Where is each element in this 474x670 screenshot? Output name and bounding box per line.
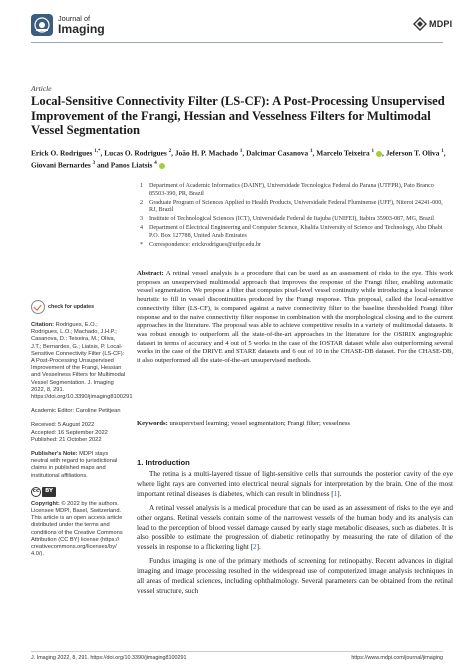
left-sidebar [31,300,133,565]
author-affiliation-mark: 1 [441,149,444,154]
body-paragraph: A retinal vessel analysis is a medical procedure that can be used as an assessment of risks to the eye and other organs. Retinal vessels contain some of the narrowest vessels of the human body and its analysis can lead to the perception of blood vessel damage caused by early stage metabolic diseases, such as diabetes. It is also possible to estimate the progression of diabetic retinopathy by measuring the rate of dilation of the vessels in response to a flickering light [2]. [137,503,453,552]
citation-block [31,322,133,401]
affiliation-item [140,216,450,224]
affiliation-text: Institute of Technological Sciences (ICT), Universidade Federal de Itajuba (UNIFEI), Itabira 35903-087, MG, Brazil [149,216,434,223]
mdpi-logo-text: MDPI [429,19,453,29]
editor-label: Academic Editor: [31,408,74,415]
copyright-label: Copyright: [31,500,60,507]
published-date: Published: 21 October 2022 [31,436,102,443]
author-name: João H. P. Machado [174,148,240,158]
affiliation-text: Department of Academic Informatics (DAINF), Universidade Tecnologica Federal do Parana (UTFPR), Pato Branco 85503-390, PR, Brazil [149,183,434,197]
author-affiliation-mark: 4 [154,160,157,166]
footer-divider [31,651,443,652]
author-name: Giovani Bernardes [31,160,93,170]
affiliation-item [140,200,450,215]
author-affiliation-mark: 1 [310,149,313,154]
affiliation-item [140,242,450,250]
journal-of-label: Journal of [58,14,91,23]
abstract-label: Abstract: [137,270,164,277]
article-type: Article [31,84,52,93]
author-affiliation-mark: 1 [371,149,374,154]
affiliations [140,183,450,251]
affiliation-number: 1 [140,183,144,189]
affiliation-number: 4 [140,225,144,232]
article-title: Local-Sensitive Connectivity Filter (LS-CF): A Post-Processing Unsupervised Improvement of the Frangi, Hessian and Vesselness Filters for Multimodal Vessel Segmentation [31,94,445,138]
mdpi-mark-icon [413,17,427,31]
copyright-text: © 2022 by the authors. Licensee MDPI, Basel, Switzerland. This article is an open access article distributed under the terms and conditions of the Creative Commons Attribution (CC BY) license (https:// creativecommons.org/licenses/by/ 4.0/). [31,500,123,558]
author-affiliation-mark: 1 [239,149,243,154]
check-updates-icon [31,300,45,314]
author-name: Jeferson T. Oliva [385,148,442,158]
abstract [137,270,453,366]
keywords-text: unsupervised learning; vessel segmentation; Frangi filter; vesselness [169,420,350,427]
author-name: Dalcimar Casanova [246,148,311,158]
author-separator: , [242,148,247,158]
footer-citation: J. Imaging 2022, 8, 291. https://doi.org/10.3390/jimaging8100291 [31,655,187,661]
author-affiliation-mark: 3 [92,160,96,166]
author-separator: , [312,148,317,158]
introduction-body [137,470,453,601]
cc-by-license-icon[interactable] [31,487,126,497]
publisher-note [31,451,126,480]
author-affiliation-mark: 2 [168,149,172,154]
author-affiliation-mark: 1,* [94,149,101,154]
cc-circle-icon: cc [31,487,41,497]
affiliation-number: 2 [140,199,144,206]
received-date: Received: 5 August 2022 [31,422,95,429]
check-updates-label: check for updates [48,303,95,310]
affiliation-text: Graduate Program of Sciences Applied to Health Products, Universidade Federal Fluminense (UFF), Niteroi 24241-000, RJ, Brazil [149,199,443,214]
editor-name: Caroline Petitjean [75,408,121,415]
dates-block [31,422,126,444]
affiliation-number: 3 [140,216,144,223]
mdpi-logo [413,17,452,31]
header-divider [31,42,443,43]
footer-journal-url[interactable]: https://www.mdpi.com/journal/jimaging [351,655,443,661]
section-heading: 1. Introduction [137,458,190,467]
author-separator: , [171,148,175,158]
author-separator: , [100,148,105,158]
accepted-date: Accepted: 16 September 2022 [31,429,108,436]
journal-logo-icon [31,14,53,36]
body-paragraph: The retina is a multi-layered tissue of light-sensitive cells that surrounds the posterior cavity of the eye where light rays are converted into electrical neural signals for interpretation by the brain. One of the most important retinal diseases is diabetes, which can result in blindness [1]. [137,470,453,498]
keywords-label: Keywords: [137,420,168,427]
publisher-note-text: MDPI stays neutral with regard to jurisdictional claims in published maps and institutional affiliations. [31,451,118,479]
check-for-updates-badge[interactable] [31,300,126,314]
author-name: Erick O. Rodrigues [31,148,95,158]
journal-name: Imaging [58,22,105,36]
orcid-icon[interactable] [159,163,165,169]
affiliation-text: Correspondence: erickrodrigues@utfpr.edu.br [149,242,262,249]
author-name: Panos Liatsis [110,160,155,170]
reference-link[interactable]: 2 [252,543,257,552]
author-separator: , [443,148,446,158]
citation-text: Rodrigues, E.O.; Rodrigues, L.O.; Machado, J.H.P.; Casanova, D.; Teixeira, M.; Oliva, J.T.; Bernardes, G.; Liatsis, P. Local-Sensitive Connectivity Filter (LS-CF): A Post-Processing Unsupervised Improvement of the Frangi, Hessian and Vesselness Filters for Multimodal Vessel Segmentation. J. Imaging 2022, 8, 291. https://doi.org/10.3390/jimaging8100291 [31,322,133,401]
abstract-text: A retinal vessel analysis is a procedure that can be used as an assessment of risks to the eye. This work proposes an unsupervised multimodal approach that improves the response of the Frangi filter, enabling automatic vessel segmentation. We propose a filter that computes pixel-level vessel continuity while introducing a local tolerance heuristic to fill in vessel discontinuities produced by the Frangi response. This proposal, called the local-sensitive connectivity filter (LS-CF), is compared against a naive connectivity filter to the baseline thresholded Frangi filter response and to the naive connectivity filter response in combination with the morphological closing and to the current approaches in the literature. The proposal was able to achieve competitive results in a variety of multimodal datasets. It was robust enough to outperform all the state-of-the-art approaches in the literature for the OSIRIX angiographic dataset in terms of accuracy and 4 out of 5 works in the case of the IOSTAR dataset while also outperforming several works in the case of the DRIVE and STARE datasets and 6 out of 10 in the CHASE-DB dataset. For the CHASE-DB, it also outperformed all the state-of-the-art unsupervised methods. [137,270,453,365]
academic-editor [31,408,126,415]
copyright-block [31,501,126,559]
author-name: Lucas O. Rodrigues [104,148,169,158]
author-list [31,147,451,171]
affiliation-number: * [140,242,144,249]
author-separator: , [382,148,386,158]
body-paragraph: Fundus imaging is one of the primary methods of screening for retinopathy. Recent advances in digital imaging and image processing resulted in the widespread use of computerized image analysis techniques in all areas of medical sciences, including ophthalmology. Several parameters can be obtained from the retinal vessel structure, such [137,557,453,595]
keywords [137,420,453,429]
cc-by-label: BY [42,487,56,497]
citation-label: Citation: [31,322,55,328]
affiliation-text: Department of Electrical Engineering and Computer Science, Khalifa University of Science and Technology, Abu Dhabi P.O. Box 127788, United Arab Emirates [149,225,443,240]
affiliation-item [140,183,450,198]
reference-link[interactable]: 1 [333,489,338,498]
publisher-note-label: Publisher's Note: [31,451,78,458]
author-name: Marcelo Teixeira [316,148,372,158]
author-separator: and [95,160,111,170]
affiliation-item [140,225,450,240]
